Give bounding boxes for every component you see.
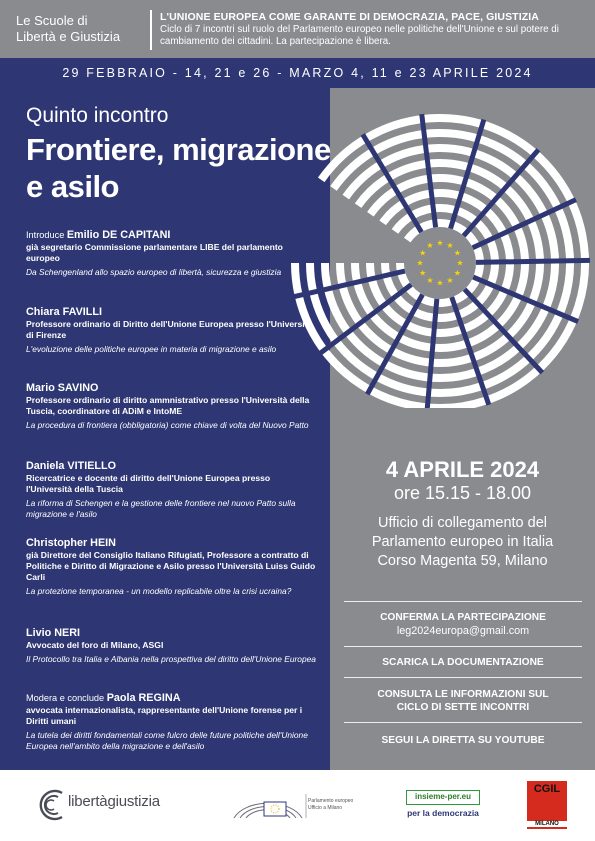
footer-logos (0, 770, 595, 841)
divider (344, 677, 582, 678)
contact-email-link[interactable]: leg2024europa@gmail.com (396, 625, 530, 637)
insieme-per-eu-logo: insieme-per.eu (406, 790, 480, 805)
speaker-block (26, 229, 318, 278)
brand-line-1: Le Scuole di (16, 13, 88, 28)
download-documentation-link[interactable]: SCARICA LA DOCUMENTAZIONE (382, 657, 544, 668)
meeting-title-line-1: Frontiere, migrazione (26, 132, 331, 167)
speaker-topic: La riforma di Schengen e la gestione delle frontiere nel nuovo Patto sulla migrazione e l'asilo (26, 498, 296, 519)
confirm-participation-link[interactable]: CONFERMA LA PARTECIPAZIONE (380, 612, 546, 623)
event-date: 4 APRILE 2024 (385, 457, 540, 482)
event-time: ore 15.15 - 18.00 (393, 483, 532, 503)
speaker-role: Professore ordinario di Diritto dell'Unione Europea presso l'Università di Firenze (26, 319, 313, 340)
speaker-name: Mario SAVINO (26, 382, 99, 394)
eu-stars-icon (416, 239, 463, 288)
location-line-2: Parlamento europeo in Italia (371, 534, 554, 550)
eu-star: ★ (446, 241, 454, 251)
eu-star: ★ (453, 268, 461, 278)
eu-star: ★ (456, 258, 464, 268)
eu-star: ★ (426, 241, 434, 251)
insieme-per-eu-tagline: per la democrazia (407, 808, 479, 818)
eu-star: ★ (419, 268, 427, 278)
series-description: Ciclo di 7 incontri sul ruolo del Parlamento europeo nelle politiche dell'Unione e sul potere di cambiamento dei cittadini. La partecipazione è libera. (160, 24, 559, 47)
divider (344, 601, 582, 602)
divider (344, 646, 582, 647)
speaker-topic: L'evoluzione delle politiche europee in materia di migrazione e asilo (26, 344, 277, 354)
speaker-role: avvocata internazionalista, rappresentante dell'Unione forense per i Diritti umani (26, 705, 303, 726)
header-divider (150, 10, 152, 50)
european-parliament-text (308, 798, 353, 812)
libertagiustizia-wordmark: libertàgiustizia (68, 793, 160, 810)
event-location (340, 514, 585, 571)
speaker-role: Professore ordinario di diritto ammnistrativo presso l'Università della Tuscia, coordinatore di ADiM e IntoME (26, 395, 310, 416)
speaker-block (26, 382, 318, 431)
cycle-info-line-1: CONSULTA LE INFORMAZIONI SUL (377, 689, 549, 700)
cgil-wordmark: CGIL (533, 783, 561, 795)
pe-line-2: Ufficio a Milano (308, 805, 343, 811)
speaker-topic: Il Protocollo tra Italia e Albania nella prospettiva del diritto dell'Unione Europea (26, 654, 316, 664)
speaker-name: Chiara FAVILLI (26, 306, 102, 318)
speaker-role: già Direttore del Consiglio Italiano Rifugiati, Professore a contratto di Politiche e Diritto di Migrazione e Asilo presso l'Università Luiss Guido Carli (26, 550, 316, 582)
speaker-role: già segretario Commissione parlamentare LIBE del parlamento europeo (26, 242, 283, 263)
eu-star: ★ (436, 238, 444, 248)
european-parliament-logo-icon (230, 788, 380, 822)
meeting-title (26, 131, 426, 205)
speaker-prefix: Introduce (26, 230, 67, 240)
eu-star: ★ (446, 275, 454, 285)
brand-line-2: Libertà e Giustizia (16, 29, 121, 44)
brand-name (16, 13, 120, 45)
divider (344, 722, 582, 723)
header-text (160, 11, 588, 48)
series-title: L'UNIONE EUROPEA COME GARANTE DI DEMOCRAZIA, PACE, GIUSTIZIA (160, 11, 539, 23)
location-line-1: Ufficio di collegamento del (378, 515, 547, 531)
speaker-role: Ricercatrice e docente di diritto dell'Unione Europea presso l'Università della Tuscia (26, 473, 271, 494)
header (0, 0, 595, 58)
eu-star: ★ (453, 248, 461, 258)
speaker-topic: La tutela dei diritti fondamentali come fulcro delle future politiche dell'Unione Europea nell'ambito della migrazione e dell'asilo (26, 730, 308, 751)
speaker-block (26, 627, 318, 665)
speaker-name: Paola REGINA (106, 692, 181, 704)
hemicycle-aisle (476, 260, 590, 262)
meeting-number: Quinto incontro (26, 104, 169, 127)
pe-line-1: Parlamento europeo (308, 798, 354, 804)
location-line-3: Corso Magenta 59, Milano (377, 553, 548, 569)
eu-star: ★ (426, 275, 434, 285)
eu-star: ★ (416, 258, 424, 268)
speaker-prefix: Modera e conclude (26, 693, 107, 703)
eu-star: ★ (419, 248, 427, 258)
speaker-topic: La protezione temporanea - un modello replicabile oltre la crisi ucraina? (26, 586, 292, 596)
speaker-role: Avvocato del foro di Milano, ASGI (26, 640, 164, 650)
speaker-block (26, 537, 318, 597)
cycle-info-line-2: CICLO DI SETTE INCONTRI (396, 702, 530, 713)
speaker-block (26, 460, 318, 520)
speaker-name: Daniela VITIELLO (26, 460, 116, 472)
meeting-title-line-2: e asilo (26, 169, 119, 204)
eu-star: ★ (436, 278, 444, 288)
speaker-name: Emilio DE CAPITANI (66, 229, 171, 241)
youtube-live-link[interactable]: SEGUI LA DIRETTA SU YOUTUBE (381, 735, 545, 746)
speaker-name: Livio NERI (26, 627, 80, 639)
speaker-block (26, 692, 318, 752)
speaker-topic: Da Schengenland allo spazio europeo di libertà, sicurezza e giustizia (26, 267, 282, 277)
dates-band: 29 FEBBRAIO - 14, 21 e 26 - MARZO 4, 11 e 23 APRILE 2024 (0, 58, 595, 88)
cgil-city: MILANO (527, 821, 567, 827)
speaker-block (26, 306, 318, 355)
speaker-topic: La procedura di frontiera (obbligatoria) come chiave di volta del Nuovo Patto (26, 420, 309, 430)
cycle-info-link[interactable] (340, 688, 586, 714)
speaker-name: Christopher HEIN (26, 537, 116, 549)
